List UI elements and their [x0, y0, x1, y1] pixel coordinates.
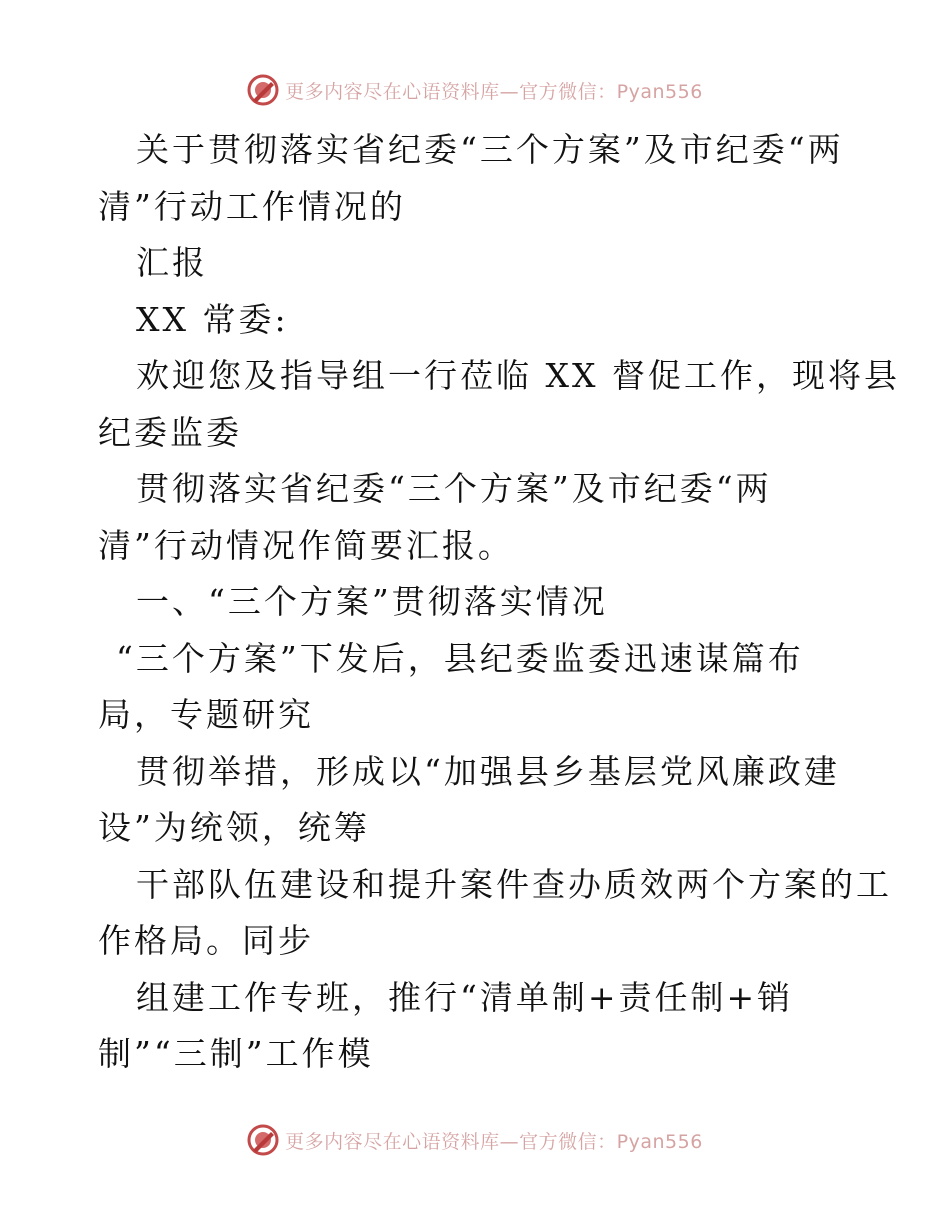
header-watermark	[0, 70, 950, 110]
watermark-text: 更多内容尽在心语资料库—官方微信：Pyan556	[285, 80, 703, 103]
paragraph-line: 设”为统领，统筹	[98, 808, 370, 847]
section-heading: 一、“三个方案”贯彻落实情况	[136, 582, 608, 621]
paragraph-line: 局，专题研究	[98, 695, 314, 734]
paragraph-line: 组建工作专班，推行“清单制+责任制+销	[136, 977, 794, 1017]
paragraph-line: 制”“三制”工作模	[98, 1034, 374, 1073]
watermark-text: 更多内容尽在心语资料库—官方微信：Pyan556	[285, 1130, 703, 1153]
paragraph-line: “三个方案”下发后，县纪委监委迅速谋篇布	[116, 638, 804, 678]
document-body	[98, 122, 900, 1083]
paragraph-line: 清”行动情况作简要汇报。	[98, 525, 514, 565]
paragraph-line: 纪委监委	[98, 412, 242, 452]
paragraph-line: 贯彻落实省纪委“三个方案”及市纪委“两	[136, 469, 772, 508]
quill-pen-seal-icon	[247, 74, 279, 106]
paragraph-line: 贯彻举措，形成以“加强县乡基层党风廉政建	[136, 751, 840, 791]
quill-pen-seal-icon	[247, 1124, 279, 1156]
salutation: XX 常委:	[136, 299, 289, 339]
title-line-3: 汇报	[136, 243, 208, 282]
paragraph-line: 作格局。同步	[98, 921, 314, 960]
paragraph-line: 欢迎您及指导组一行莅临 XX 督促工作，现将县	[136, 356, 900, 395]
title-line-1: 关于贯彻落实省纪委“三个方案”及市纪委“两	[136, 130, 844, 169]
paragraph-line: 干部队伍建设和提升案件查办质效两个方案的工	[136, 864, 892, 904]
footer-watermark	[0, 1120, 950, 1160]
title-line-2: 清”行动工作情况的	[98, 186, 406, 226]
